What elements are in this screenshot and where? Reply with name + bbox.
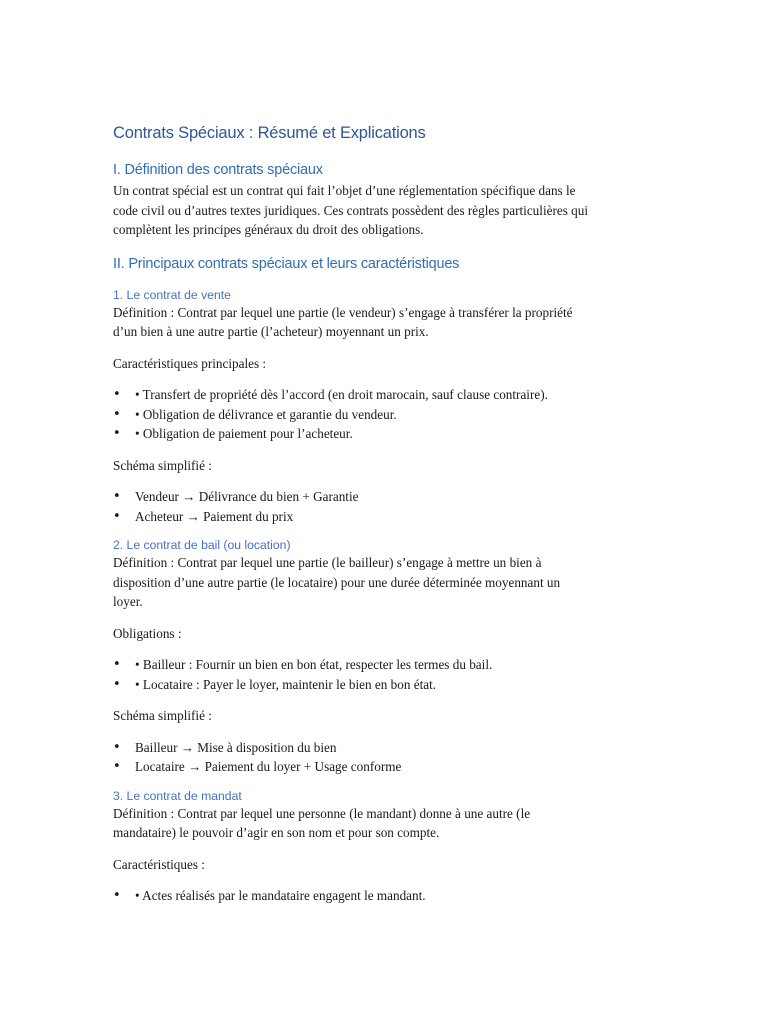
bail-schema-list <box>113 738 653 777</box>
list-item: • • Obligation de délivrance et garantie du vendeur. <box>113 405 653 425</box>
section-1-paragraph: Un contrat spécial est un contrat qui fait l’objet d’une réglementation spécifique dans le code civil ou d’autres textes juridiques. Ces contrats possèdent des règles particulières qui complètent les principes généraux du droit des obligations. <box>113 183 588 237</box>
list-item: • • Locataire : Payer le loyer, maintenir le bien en bon état. <box>113 675 653 695</box>
section-2-heading: II. Principaux contrats spéciaux et leurs caractéristiques <box>113 255 460 272</box>
vente-schema-list <box>113 487 653 526</box>
list-item: • • Actes réalisés par le mandataire engagent le mandant. <box>113 886 653 906</box>
bail-oblig-list <box>113 655 653 694</box>
bail-definition: Définition : Contrat par lequel une partie (le bailleur) s’engage à mettre un bien à disposition d’une autre partie (le locataire) pour une durée déterminée moyennant un loyer. <box>113 555 561 609</box>
bail-schema-label: Schéma simplifié : <box>113 708 212 723</box>
section-1-heading: I. Définition des contrats spéciaux <box>113 162 323 178</box>
list-item: • • Transfert de propriété dès l’accord (en droit marocain, sauf clause contraire). <box>113 385 653 405</box>
vente-carac-list <box>113 385 653 444</box>
list-item: • Acheteur → Paiement du prix <box>113 507 653 527</box>
bail-oblig-label: Obligations : <box>113 625 182 641</box>
bail-heading: 2. Le contrat de bail (ou location) <box>113 538 291 552</box>
mandat-definition: Définition : Contrat par lequel une personne (le mandant) donne à une autre (le mandataire) le pouvoir d’agir en son nom et pour son compte. <box>113 805 531 840</box>
list-item: • Vendeur → Délivrance du bien + Garantie <box>113 487 653 507</box>
list-item: • Locataire → Paiement du loyer + Usage conforme <box>113 757 653 777</box>
mandat-carac-label: Caractéristiques : <box>113 856 205 872</box>
vente-schema-label: Schéma simplifié : <box>113 457 212 473</box>
list-item: • • Bailleur : Fournir un bien en bon état, respecter les termes du bail. <box>113 655 653 675</box>
vente-carac-label: Caractéristiques principales : <box>113 355 267 371</box>
list-item: • Bailleur → Mise à disposition du bien <box>113 738 653 758</box>
vente-heading: 1. Le contrat de vente <box>113 287 231 302</box>
mandat-carac-list <box>113 886 653 906</box>
mandat-heading: 3. Le contrat de mandat <box>113 788 242 803</box>
document-title: Contrats Spéciaux : Résumé et Explications <box>113 124 426 142</box>
vente-definition: Définition : Contrat par lequel une partie (le vendeur) s’engage à transférer la propriété d’un bien à une autre partie (l’acheteur) moyennant un prix. <box>113 304 573 339</box>
list-item: • • Obligation de paiement pour l’acheteur. <box>113 424 653 444</box>
document-content <box>113 124 653 906</box>
